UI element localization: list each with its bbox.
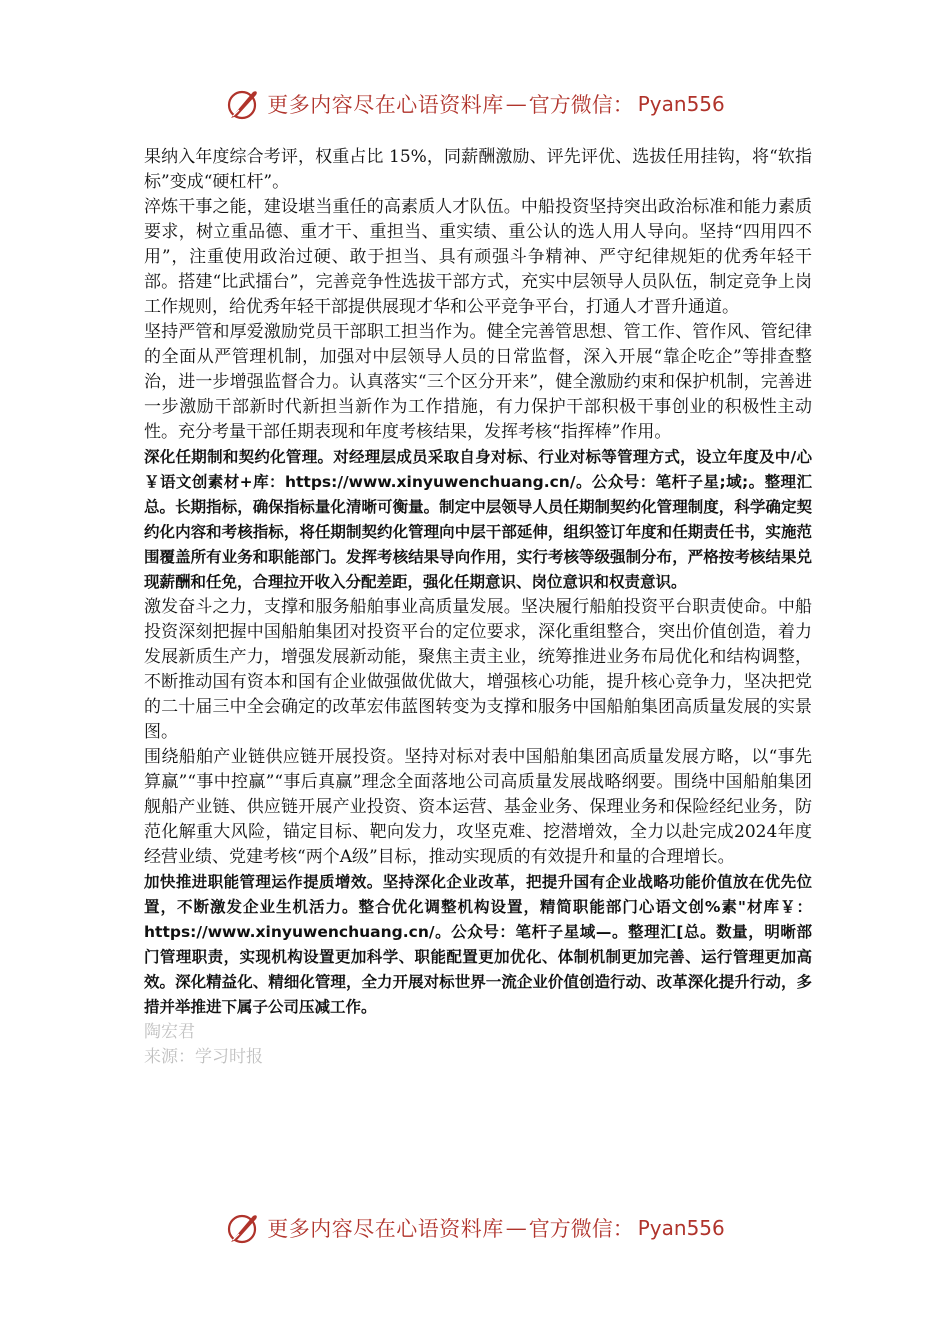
paragraph-5: 激发奋斗之力，支撑和服务船舶事业高质量发展。坚决履行船舶投资平台职责使命。中船投资深刻把握中国船舶集团对投资平台的定位要求，深化重组整合，突出价值创造，着力发展新质生产力，增强发展新动能，聚焦主责主业，统筹推进业务布局优化和结构调整，不断推动国有资本和国有企业做强做优做大，增强核心功能，提升核心竞争力，坚决把党的二十届三中全会确定的改革宏伟蓝图转变为支撑和服务中国船舶集团高质量发展的实景图。 bbox=[144, 597, 812, 742]
banner-wechat-label: 官方微信： bbox=[528, 1217, 634, 1241]
header-banner bbox=[0, 82, 950, 126]
quill-pen-circle-icon bbox=[225, 1210, 261, 1246]
paragraph-7: 加快推进职能管理运作提质增效。坚持深化企业改革，把提升国有企业战略功能价值放在优先位置，不断激发企业生机活力。整合优化调整机构设置，精简职能部门心语文创%素"材库￥：https://www.xinyuwenchuang.cn/。公众号：笔杆子星域—。整理汇[总。数量，明晰部门管理职责，实现机构设置更加科学、职能配置更加优化、体制机制更加完善、运行管理更加高效。深化精益化、精细化管理，全力开展对标世界一流企业价值创造行动、改革深化提升行动，多措并举推进下属子公司压减工作。 bbox=[144, 873, 812, 1016]
source-line: 来源：学习时报 bbox=[144, 1047, 263, 1067]
banner-wechat-label: 官方微信： bbox=[528, 93, 634, 117]
author-line: 陶宏君 bbox=[144, 1022, 195, 1042]
banner-separator: — bbox=[505, 1216, 527, 1240]
paragraph-6: 围绕船舶产业链供应链开展投资。坚持对标对表中国船舶集团高质量发展方略，以“事先算赢”“事中控赢”“事后真赢”理念全面落地公司高质量发展战略纲要。围绕中国船舶集团舰船产业链、供应链开展产业投资、资本运营、基金业务、保理业务和保险经纪业务，防范化解重大风险，锚定目标、靶向发力，攻坚克难、挖潜增效，全力以赴完成2024年度经营业绩、党建考核“两个A级”目标，推动实现质的有效提升和量的合理增长。 bbox=[144, 747, 812, 867]
paragraph-2: 淬炼干事之能，建设堪当重任的高素质人才队伍。中船投资坚持突出政治标准和能力素质要求，树立重品德、重才干、重担当、重实绩、重公认的选人用人导向。坚持“四用四不用”，注重使用政治过硬、敢于担当、具有顽强斗争精神、严守纪律规矩的优秀年轻干部。搭建“比武擂台”，完善竞争性选拔干部方式，充实中层领导人员队伍，制定竞争上岗工作规则，给优秀年轻干部提供展现才华和公平竞争平台，打通人才晋升通道。 bbox=[144, 197, 812, 317]
paragraph-1: 果纳入年度综合考评，权重占比 15%，同薪酬激励、评先评优、选拔任用挂钩，将“软指标”变成“硬杠杆”。 bbox=[144, 147, 812, 192]
banner-wechat-id: Pyan556 bbox=[637, 1216, 725, 1240]
footer-banner bbox=[0, 1206, 950, 1250]
banner-separator: — bbox=[505, 92, 527, 116]
paragraph-3: 坚持严管和厚爱激励党员干部职工担当作为。健全完善管思想、管工作、管作风、管纪律的全面从严管理机制，加强对中层领导人员的日常监督，深入开展“靠企吃企”等排查整治，进一步增强监督合力。认真落实“三个区分开来”，健全激励约束和保护机制，完善进一步激励干部新时代新担当新作为工作措施，有力保护干部积极干事创业的积极性主动性。充分考量干部任期表现和年度考核结果，发挥考核“指挥棒”作用。 bbox=[144, 322, 812, 442]
banner-wechat-id: Pyan556 bbox=[637, 92, 725, 116]
article-body bbox=[144, 145, 812, 1070]
banner-title: 更多内容尽在心语资料库 bbox=[267, 1217, 504, 1241]
banner-title: 更多内容尽在心语资料库 bbox=[267, 93, 504, 117]
paragraph-4: 深化任期制和契约化管理。对经理层成员采取自身对标、行业对标等管理方式，设立年度及中/心￥语文创素材+库：https://www.xinyuwenchuang.cn/。公众号：笔杆子星;域;。整理汇总。长期指标，确保指标量化清晰可衡量。制定中层领导人员任期制契约化管理制度，科学确定契约化内容和考核指标，将任期制契约化管理向中层干部延伸，组织签订年度和任期责任书，实施范围覆盖所有业务和职能部门。发挥考核结果导向作用，实行考核等级强制分布，严格按考核结果兑现薪酬和任免，合理拉开收入分配差距，强化任期意识、岗位意识和权责意识。 bbox=[144, 448, 812, 591]
quill-pen-circle-icon bbox=[225, 86, 261, 122]
